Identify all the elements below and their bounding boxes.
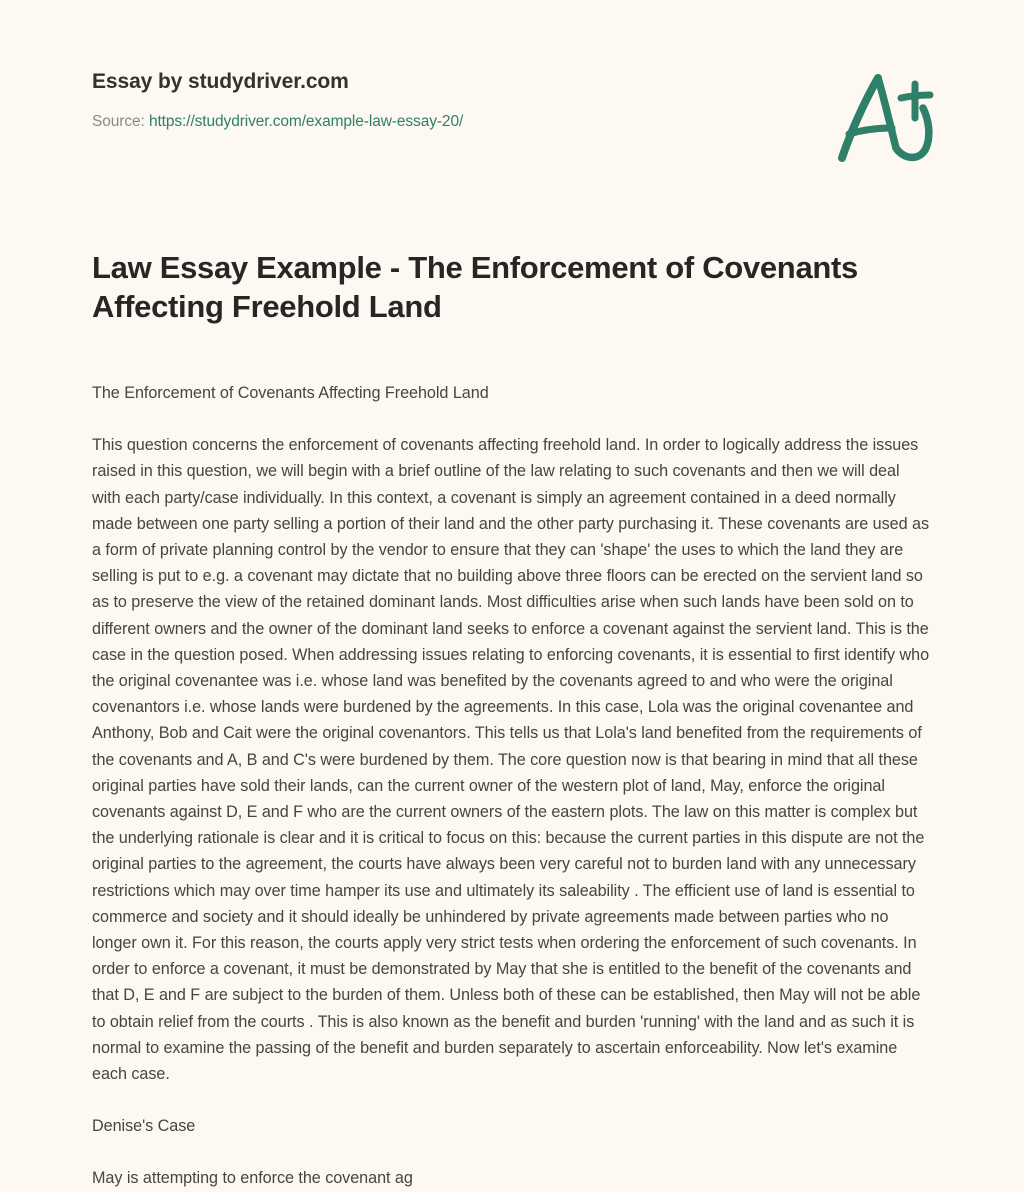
source-url-link[interactable]: https://studydriver.com/example-law-essay-20/ xyxy=(148,113,464,130)
title-block xyxy=(0,200,1024,326)
source-label: Source: xyxy=(92,113,145,130)
page-title: Law Essay Example - The Enforcement of Covenants Affecting Freehold Land xyxy=(92,250,858,324)
source-line xyxy=(92,111,934,133)
a-plus-icon xyxy=(826,62,944,170)
article-heading: The Enforcement of Covenants Affecting Freehold Land xyxy=(92,384,489,402)
article-paragraph-2: May is attempting to enforce the covenant ag xyxy=(92,1169,413,1188)
page-header xyxy=(0,0,1024,200)
a-plus-logo xyxy=(826,62,944,170)
article-section-heading: Denise's Case xyxy=(92,1117,196,1136)
article-paragraph-1: This question concerns the enforcement of covenants affecting freehold land. In order to logically address the issues raised in this question, we will begin with a brief outline of the law relating to such covenants and then we will deal with each party/case individually. In this context, a covenant is simply an agreement contained in a deed normally made between one party selling a portion of their land and the other party purchasing it. These covenants are used as a form of private planning control by the vendor to ensure that they can 'shape' the uses to which the land they are selling is put to e.g. a covenant may dictate that no building above three floors can be erected on the servient land so as to preserve the view of the retained dominant lands. Most difficulties arise when such lands have been sold on to different owners and the owner of the dominant land seeks to enforce a covenant against the servient land. This is the case in the question posed. When addressing issues relating to enforcing covenants, it is essential to first identify who the original covenantee was i.e. whose land was benefited by the covenants agreed to and who were the original covenantors i.e. whose lands were burdened by the agreements. In this case, Lola was the original covenantee and Anthony, Bob and Cait were the original covenantors. This tells us that Lola's land benefited from the requirements of the covenants and A, B and C's were burdened by them. The core question now is that bearing in mind that all these original parties have sold their lands, can the current owner of the western plot of land, May, enforce the original covenants against D, E and F who are the current owners of the eastern plots. The law on this matter is complex but the underlying rationale is clear and it is critical to focus on this: because the current parties in this dispute are not the original parties to the agreement, the courts have always been very careful not to burden land with any unnecessary restrictions which may over time hamper its use and ultimately its saleability . The efficient use of land is essential to commerce and society and it should ideally be unhindered by private agreements made between parties who no longer own it. For this reason, the courts apply very strict tests when ordering the enforcement of such covenants. In order to enforce a covenant, it must be demonstrated by May that she is entitled to the benefit of the covenants and that D, E and F are subject to the burden of them. Unless both of these can be established, then May will not be able to obtain relief from the courts . This is also known as the benefit and burden 'running' with the land and as such it is normal to examine the passing of the benefit and burden separately to ascertain enforceability. Now let's examine each case. xyxy=(92,436,930,1084)
brand-title: Essay by studydriver.com xyxy=(92,70,349,93)
article-body xyxy=(0,326,1024,1192)
